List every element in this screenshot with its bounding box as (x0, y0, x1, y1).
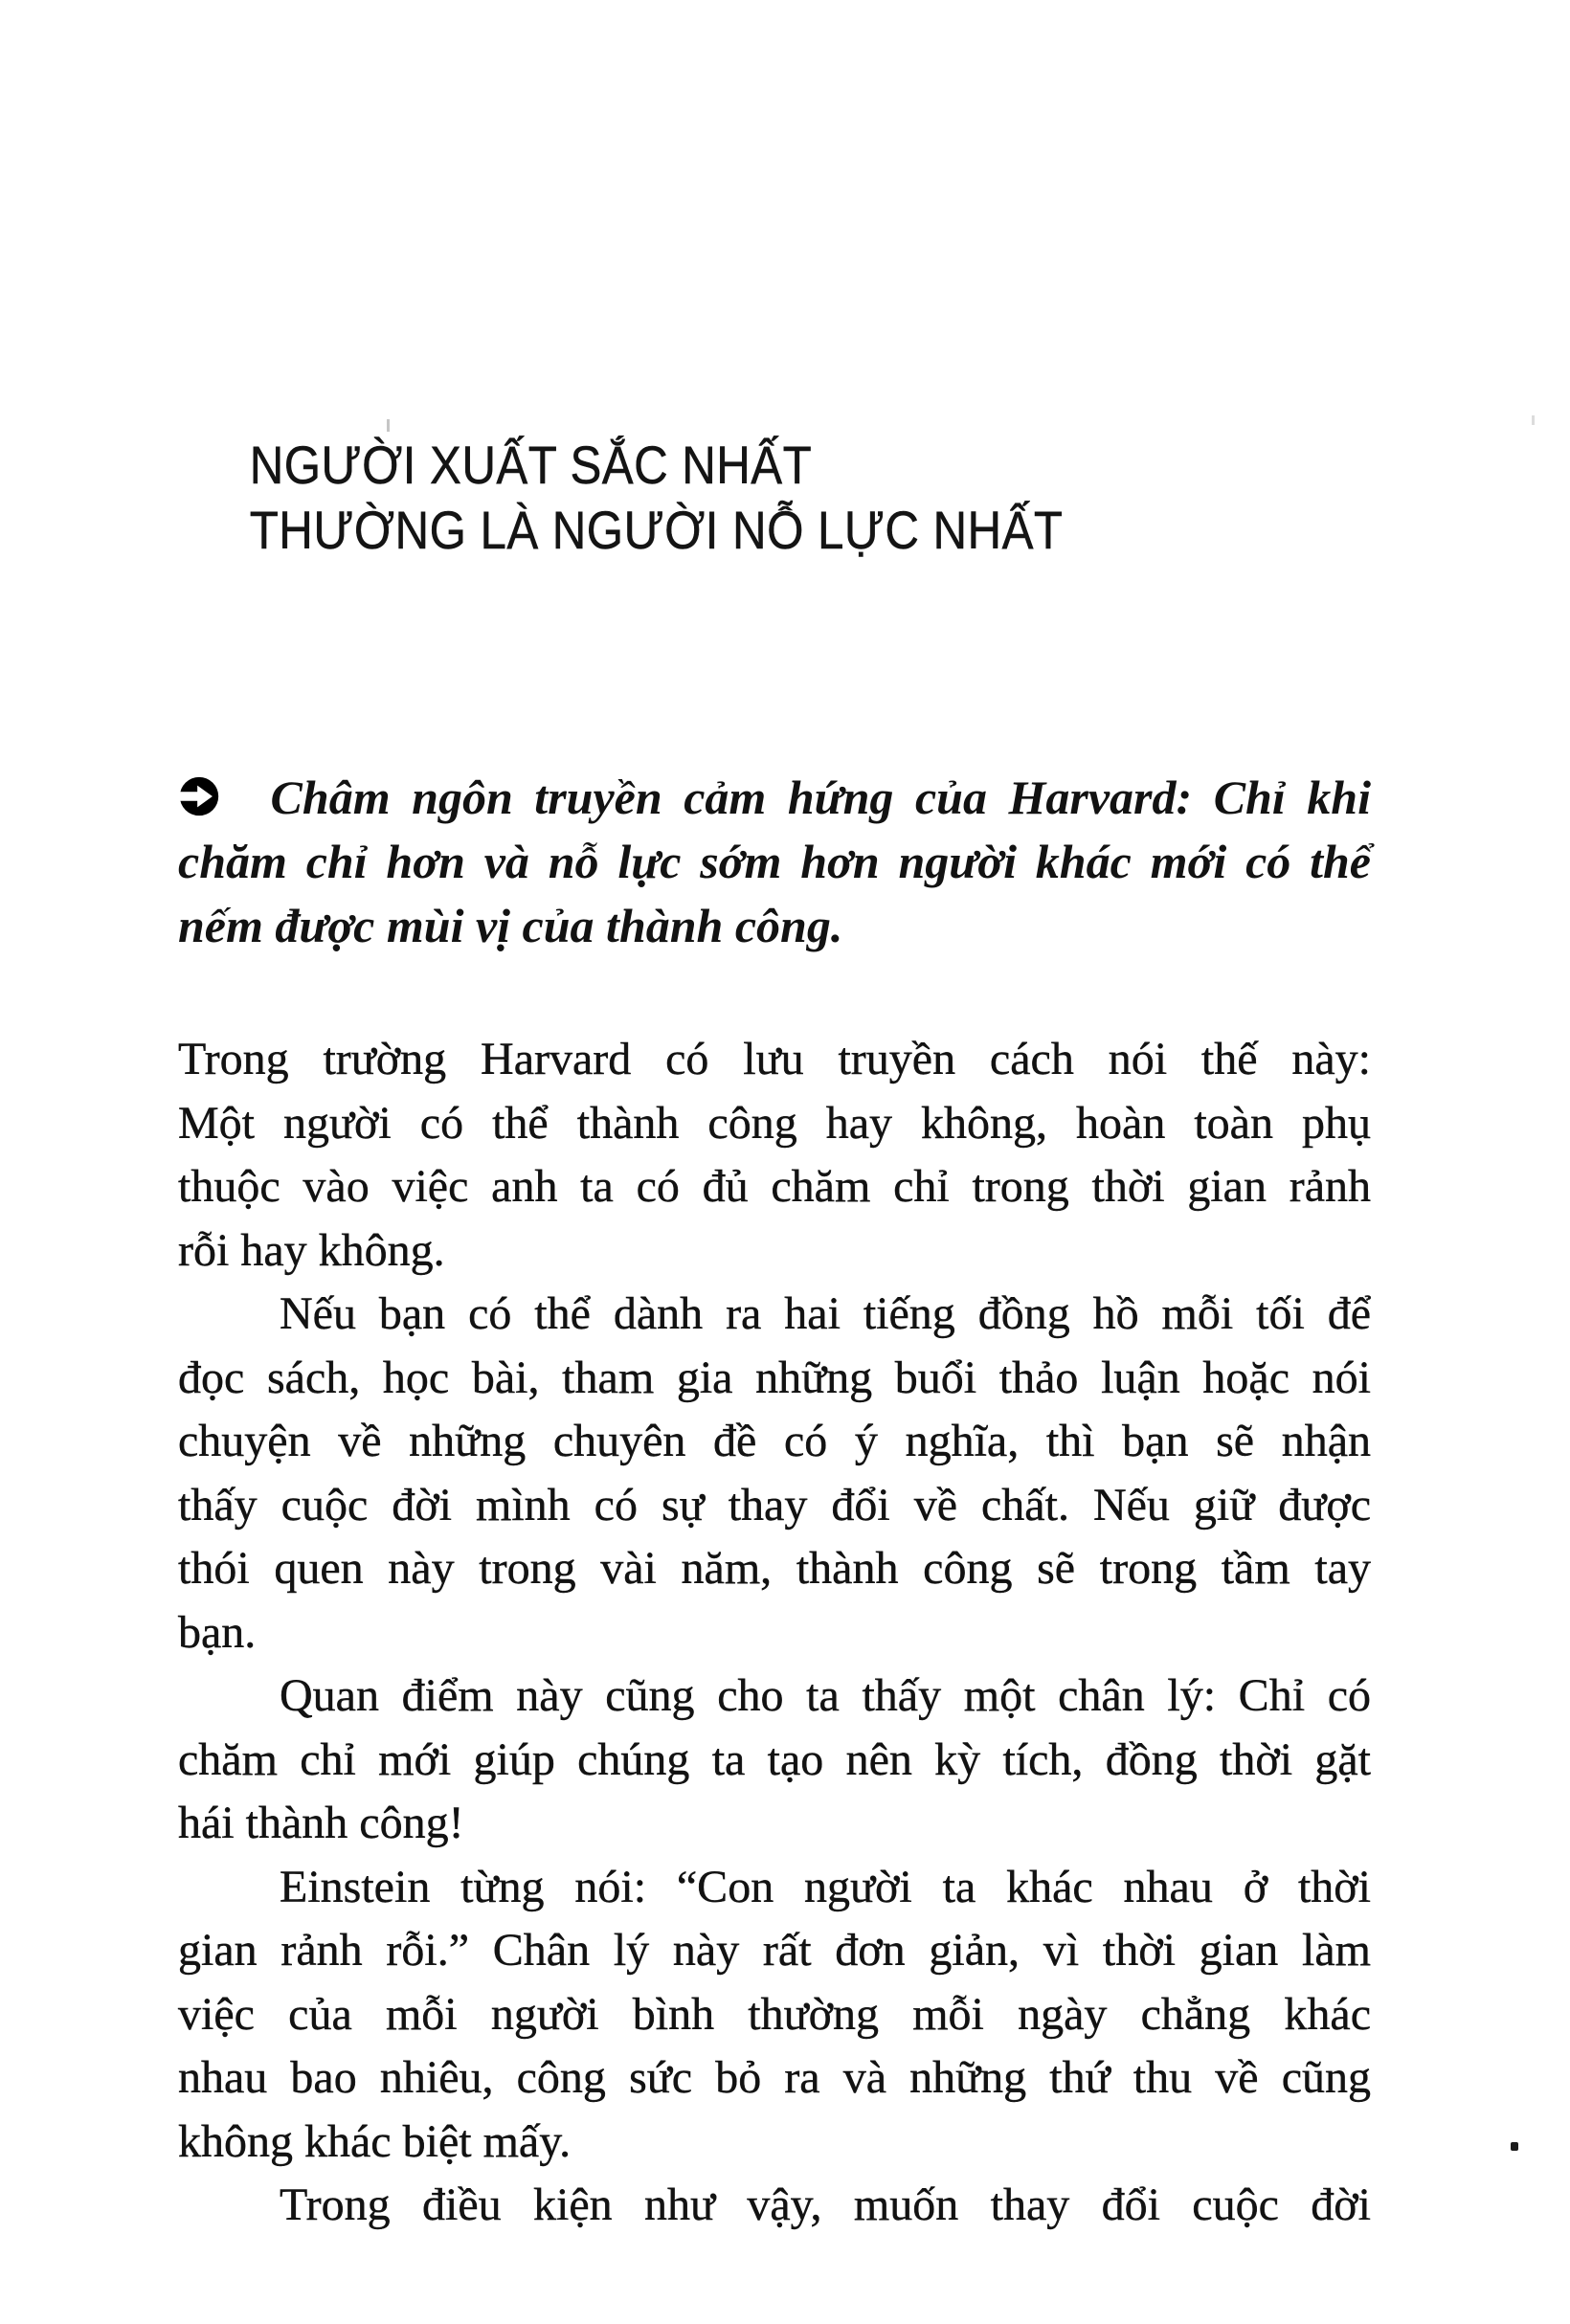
scan-speck (1511, 2142, 1518, 2151)
quote-line-text: chăm chỉ hơn và nỗ lực sớm hơn người khác mới có thể (178, 835, 1371, 888)
body-line-text: gian rảnh rỗi.” Chân lý này rất đơn giản, vì thời gian làm (178, 1925, 1371, 1976)
body-line-text: chăm chỉ mới giúp chúng ta tạo nên kỳ tích, đồng thời gặt (178, 1733, 1371, 1785)
body-line-text: bạn. (178, 1606, 257, 1658)
body-line (178, 1729, 1371, 1793)
body-line-text: việc của mỗi người bình thường mỗi ngày chẳng khác (178, 1988, 1371, 2040)
body-line (178, 1474, 1371, 1538)
body-line (178, 1983, 1371, 2047)
title-line (250, 498, 1299, 563)
body-line-text: Trong trường Harvard có lưu truyền cách nói thế này: (178, 1034, 1371, 1084)
quote-line (178, 766, 1371, 830)
body-text (178, 1028, 1371, 2238)
body-line (178, 1410, 1371, 1474)
quote-line (178, 894, 1371, 958)
body-line (178, 1601, 1371, 1665)
chapter-title (250, 433, 1299, 563)
inspiration-quote (178, 766, 1371, 958)
body-line (178, 1792, 1371, 1856)
body-line-text: Quan điểm này cũng cho ta thấy một chân lý: Chỉ có (280, 1670, 1371, 1721)
body-line-text: Nếu bạn có thể dành ra hai tiếng đồng hồ mỗi tối để (280, 1288, 1371, 1339)
body-line-text: chuyện về những chuyên đề có ý nghĩa, thì bạn sẽ nhận (178, 1416, 1371, 1466)
title-line-text: NGƯỜI XUẤT SẮC NHẤT (249, 435, 813, 495)
body-line-text: đọc sách, học bài, tham gia những buổi thảo luận hoặc nói (178, 1352, 1371, 1403)
quote-line-text: nếm được mùi vị của thành công. (178, 899, 843, 952)
body-line-text: hái thành công! (178, 1798, 464, 1848)
body-line (178, 1028, 1371, 1092)
body-line (178, 1092, 1371, 1156)
body-line-text: Trong điều kiện như vậy, muốn thay đổi cuộc đời (280, 2179, 1371, 2230)
body-line (178, 1155, 1371, 1219)
body-line-text: rỗi hay không. (178, 1224, 445, 1276)
body-line (178, 2111, 1371, 2175)
body-line (178, 1219, 1371, 1284)
body-line-text: nhau bao nhiêu, công sức bỏ ra và những thứ thu về cũng (178, 2052, 1371, 2103)
title-line-text: THƯỜNG LÀ NGƯỜI NỖ LỰC NHẤT (249, 500, 1064, 560)
circled-right-arrow-icon (178, 775, 220, 817)
body-line-text: Einstein từng nói: “Con người ta khác nhau ở thời (280, 1861, 1371, 1912)
body-line-text: không khác biệt mấy. (178, 2115, 572, 2167)
body-line-text: thấy cuộc đời mình có sự thay đổi về chất. Nếu giữ được (178, 1479, 1371, 1531)
body-line-text: thói quen này trong vài năm, thành công sẽ trong tầm tay (178, 1543, 1371, 1594)
scan-speck (1532, 415, 1535, 425)
body-line (178, 1919, 1371, 1983)
body-line (178, 1537, 1371, 1601)
quote-line-text: Châm ngôn truyền cảm hứng của Harvard: Chỉ khi (270, 771, 1371, 824)
body-line (178, 1283, 1371, 1347)
title-line (250, 433, 1299, 498)
body-line (178, 2174, 1371, 2238)
body-line (178, 1347, 1371, 1411)
body-line-text: Một người có thể thành công hay không, hoàn toàn phụ (178, 1097, 1371, 1149)
body-line (178, 2046, 1371, 2111)
scan-speck (387, 419, 390, 432)
body-line (178, 1856, 1371, 1920)
quote-line (178, 830, 1371, 894)
body-line (178, 1665, 1371, 1729)
body-line-text: thuộc vào việc anh ta có đủ chăm chỉ trong thời gian rảnh (178, 1161, 1371, 1212)
